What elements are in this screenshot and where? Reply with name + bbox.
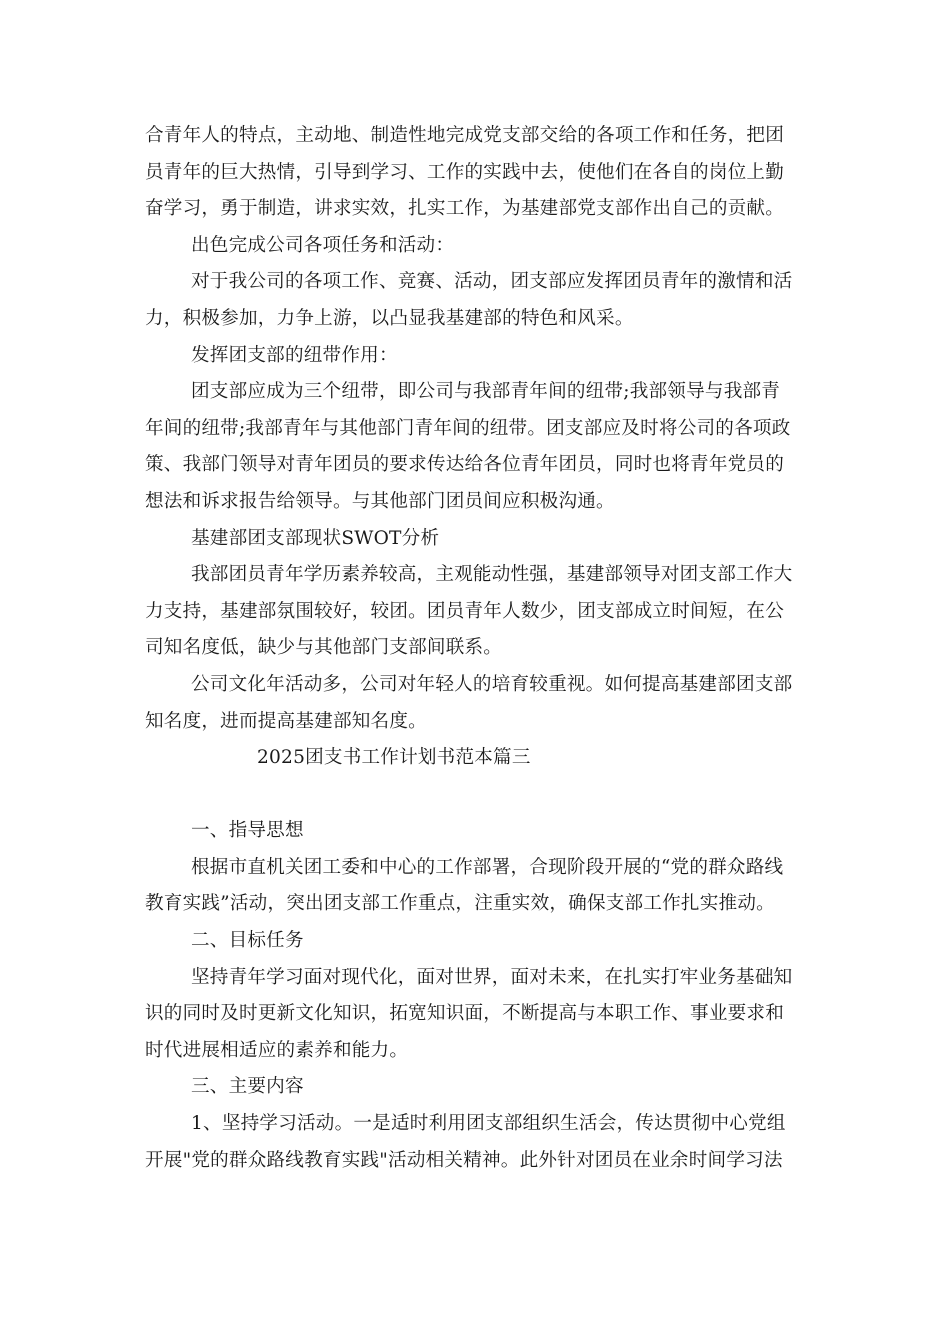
paragraph-line: 合青年人的特点，主动地、制造性地完成党支部交给的各项工作和任务，把团 [145,125,784,146]
paragraph-line: 对于我公司的各项工作、竞赛、活动，团支部应发挥团员青年的激情和活 [191,271,793,293]
paragraph-line: 司知名度低，缺少与其他部门支部间联系。 [145,637,503,659]
paragraph-line: 根据市直机关团工委和中心的工作部署，合现阶段开展的“党的群众路线 [191,856,784,878]
paragraph-line: 力，积极参加，力争上游，以凸显我基建部的特色和风采。 [145,307,634,329]
paragraph-line: 奋学习，勇于制造，讲求实效，扎实工作，为基建部党支部作出自己的贡献。 [145,198,784,220]
paragraph-line: 教育实践”活动，突出团支部工作重点，注重实效，确保支部工作扎实推动。 [145,893,775,915]
paragraph-line: 识的同时及时更新文化知识，拓宽知识面，不断提高与本职工作、事业要求和 [145,1003,784,1025]
document-title: 2025团支书工作计划书范本篇三 [257,747,531,769]
paragraph-line: 年间的纽带;我部青年与其他部门青年间的纽带。团支部应及时将公司的各项政 [145,417,791,439]
paragraph-line: 团支部应成为三个纽带，即公司与我部青年间的纽带;我部领导与我部青 [191,381,781,403]
paragraph-line: 知名度，进而提高基建部知名度。 [145,710,427,732]
paragraph-line: 1、坚持学习活动。一是适时利用团支部组织生活会，传达贯彻中心党组 [191,1113,786,1135]
paragraph-line: 公司文化年活动多，公司对年轻人的培育较重视。如何提高基建部团支部 [191,673,793,695]
blank-line [145,777,810,814]
section-heading: 二、目标任务 [191,930,304,952]
paragraph-line: 坚持青年学习面对现代化，面对世界，面对未来，在扎实打牢业务基础知 [191,966,793,988]
section-heading: 一、指导思想 [191,820,304,842]
paragraph-line: 我部团员青年学历素养较高，主观能动性强，基建部领导对团支部工作大 [191,564,793,586]
section-heading: 发挥团支部的纽带作用： [191,344,398,366]
paragraph-line: 员青年的巨大热情，引导到学习、工作的实践中去，使他们在各自的岗位上勤 [145,161,784,183]
document-body [145,118,810,1179]
paragraph-line: 力支持，基建部氛围较好，较团。团员青年人数少，团支部成立时间短，在公 [145,600,784,622]
paragraph-line: 想法和诉求报告给领导。与其他部门团员间应积极沟通。 [145,490,615,512]
section-heading: 三、主要内容 [191,1076,304,1098]
paragraph-line: 时代进展相适应的素养和能力。 [145,1039,409,1061]
paragraph-line: 开展"党的群众路线教育实践"活动相关精神。此外针对团员在业余时间学习法 [145,1149,783,1171]
section-heading: 基建部团支部现状SWOT分析 [191,527,440,549]
paragraph-line: 策、我部门领导对青年团员的要求传达给各位青年团员，同时也将青年党员的 [145,454,784,476]
section-heading: 出色完成公司各项任务和活动： [191,234,455,256]
